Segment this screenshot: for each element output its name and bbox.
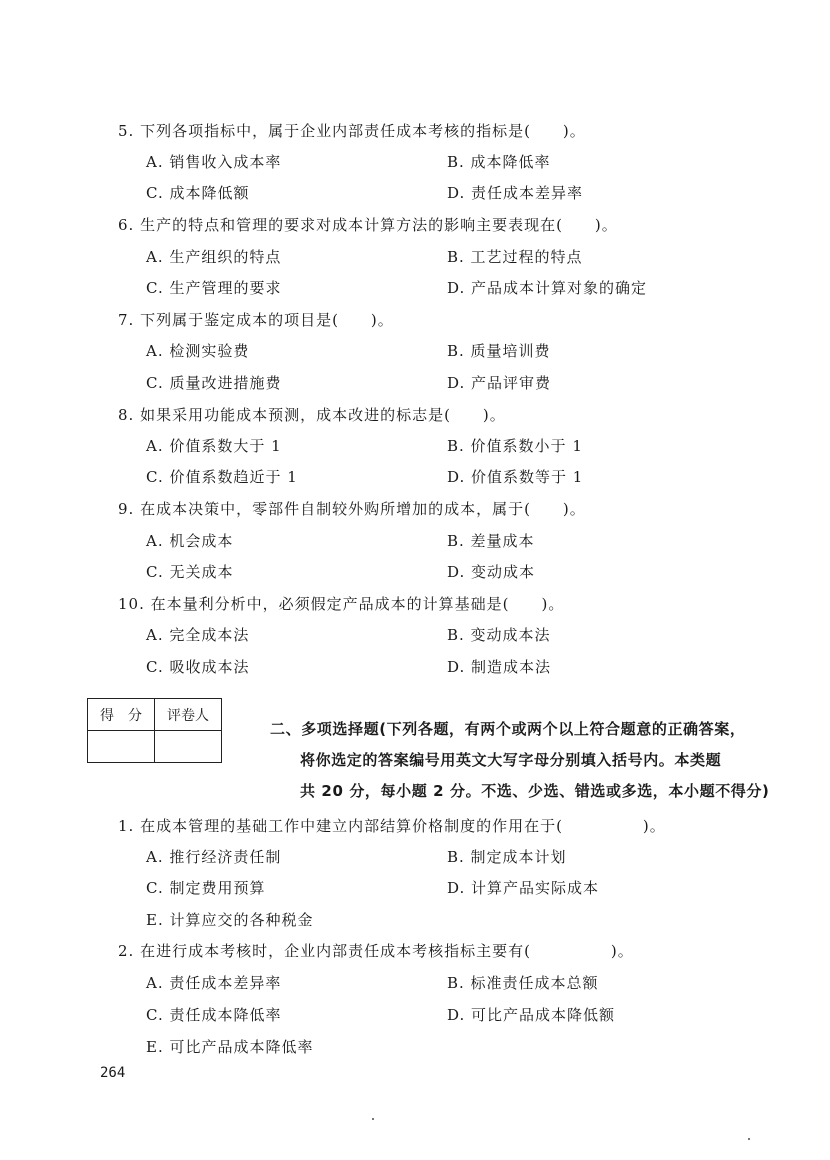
option-text: B. 工艺过程的特点 bbox=[447, 248, 583, 266]
score-label: 得 分 bbox=[88, 699, 155, 731]
option-text: A. 责任成本差异率 bbox=[146, 974, 282, 992]
option-text: B. 标准责任成本总额 bbox=[447, 974, 599, 992]
option-text: D. 可比产品成本降低额 bbox=[447, 1006, 616, 1024]
option-text: C. 价值系数趋近于 1 bbox=[146, 468, 298, 486]
multi-question-1-stem: 1. 在成本管理的基础工作中建立内部结算价格制度的作用在于( )。 bbox=[118, 817, 666, 835]
option-text: A. 推行经济责任制 bbox=[146, 848, 282, 866]
score-cell bbox=[88, 731, 155, 763]
option-text: D. 变动成本 bbox=[447, 563, 536, 581]
section-2-instructions: 将你选定的答案编号用英文大写字母分别填入括号内。本类题 bbox=[300, 751, 722, 769]
option-text: A. 生产组织的特点 bbox=[146, 248, 282, 266]
option-text: D. 产品评审费 bbox=[447, 374, 552, 392]
option-text: B. 差量成本 bbox=[447, 532, 535, 550]
option-text: D. 价值系数等于 1 bbox=[447, 468, 584, 486]
grader-label: 评卷人 bbox=[155, 699, 222, 731]
page-number: 264 bbox=[100, 1065, 126, 1081]
section-2-heading: 二、多项选择题(下列各题，有两个或两个以上符合题意的正确答案， bbox=[270, 720, 746, 738]
option-text: B. 制定成本计划 bbox=[447, 848, 567, 866]
grader-cell bbox=[155, 731, 222, 763]
option-text: C. 制定费用预算 bbox=[146, 879, 266, 897]
scan-speck bbox=[372, 1118, 374, 1120]
option-text: A. 销售收入成本率 bbox=[146, 153, 282, 171]
question-8-stem: 8. 如果采用功能成本预测，成本改进的标志是( )。 bbox=[118, 406, 506, 424]
scan-speck bbox=[748, 1138, 750, 1140]
question-9-stem: 9. 在成本决策中，零部件自制较外购所增加的成本，属于( )。 bbox=[118, 500, 586, 518]
option-text: E. 可比产品成本降低率 bbox=[146, 1038, 314, 1056]
section-2-instructions: 共 20 分，每小题 2 分。不选、少选、错选或多选，本小题不得分) bbox=[300, 782, 770, 800]
option-text: B. 价值系数小于 1 bbox=[447, 437, 583, 455]
option-text: C. 责任成本降低率 bbox=[146, 1006, 282, 1024]
question-6-stem: 6. 生产的特点和管理的要求对成本计算方法的影响主要表现在( )。 bbox=[118, 216, 618, 234]
option-text: D. 制造成本法 bbox=[447, 658, 552, 676]
question-5-stem: 5. 下列各项指标中，属于企业内部责任成本考核的指标是( )。 bbox=[118, 122, 586, 140]
option-text: A. 检测实验费 bbox=[146, 342, 250, 360]
option-text: C. 吸收成本法 bbox=[146, 658, 250, 676]
option-text: D. 计算产品实际成本 bbox=[447, 879, 600, 897]
option-text: D. 产品成本计算对象的确定 bbox=[447, 279, 648, 297]
option-text: A. 价值系数大于 1 bbox=[146, 437, 282, 455]
option-text: A. 机会成本 bbox=[146, 532, 234, 550]
option-text: B. 变动成本法 bbox=[447, 626, 551, 644]
question-7-stem: 7. 下列属于鉴定成本的项目是( )。 bbox=[118, 311, 394, 329]
option-text: B. 成本降低率 bbox=[447, 153, 551, 171]
option-text: B. 质量培训费 bbox=[447, 342, 551, 360]
option-text: C. 无关成本 bbox=[146, 563, 234, 581]
option-text: C. 质量改进措施费 bbox=[146, 374, 282, 392]
question-10-stem: 10. 在本量利分析中，必须假定产品成本的计算基础是( )。 bbox=[118, 595, 565, 613]
option-text: D. 责任成本差异率 bbox=[447, 184, 584, 202]
option-text: E. 计算应交的各种税金 bbox=[146, 911, 314, 929]
option-text: C. 成本降低额 bbox=[146, 184, 250, 202]
option-text: A. 完全成本法 bbox=[146, 626, 250, 644]
option-text: C. 生产管理的要求 bbox=[146, 279, 282, 297]
multi-question-2-stem: 2. 在进行成本考核时，企业内部责任成本考核指标主要有( )。 bbox=[118, 942, 634, 960]
score-box bbox=[87, 698, 222, 763]
